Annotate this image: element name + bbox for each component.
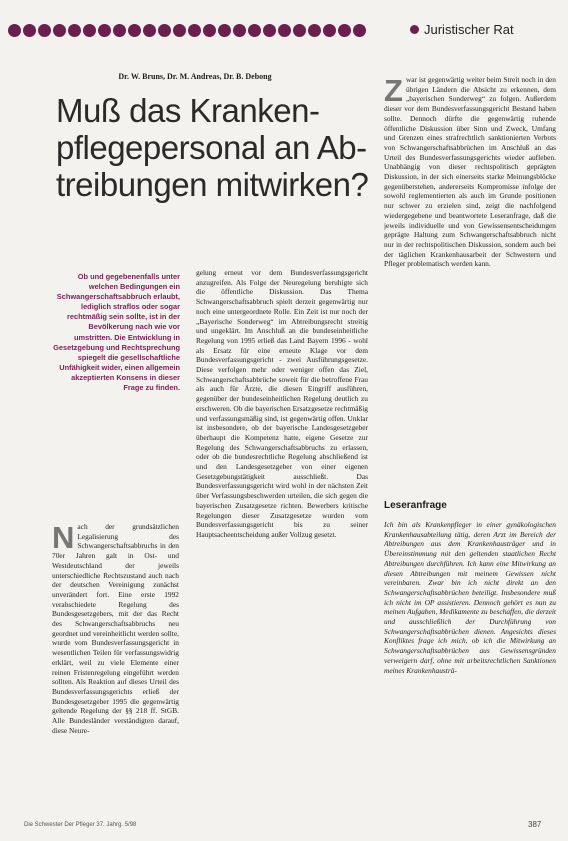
- article-authors: Dr. W. Bruns, Dr. M. Andreas, Dr. B. Debong: [118, 72, 272, 81]
- header-dot: [23, 24, 36, 37]
- header-dot: [263, 24, 276, 37]
- bullet-icon: [410, 25, 419, 34]
- body-column-1: [52, 522, 179, 818]
- header-dot: [248, 24, 261, 37]
- title-line: treibungen mitwirken?: [56, 166, 369, 203]
- column-text: war ist gegenwärtig weiter beim Streit noch in den übrigen Ländern die Absicht zu erkennen, dem „bayerischen Sonderweg“ zu folgen. Außerdem dieser vor dem Bundesverfassungsgericht Bestand haben sollte. Dennoch dürfte die gegenwärtig ruhende öffentliche Diskussion über Sinn und Zweck, Umfang und Grenzen eines strafrechtlich sanktionierten Verbots von Schwangerschaftsabbrüchen im Anschluß an das Urteil des Bundesverfassungsgerichts wieder aufleben. Unabhängig von dieser rechtspolitisch geprägten Diskussion, in der sich einerseits starke Meinungsblöcke gegenüberstehen, andererseits Kompromisse infolge der sowohl reglementierten als auch im Grunde positionen nur schwer zu erzielen sind, zeigt die nachfolgend wiedergegebene und beantwortete Leseranfrage, daß die jeweils individuelle und von Gewissensentscheidungen geprägte Haltung zum Schwangerschaftsabbruch nicht nur in der rechtspolitischen Diskussion, sondern auch bei der täglichen Krankenhausarbeit der Schwestern und Pfleger problematisch werden kann.: [384, 75, 556, 269]
- header-dot: [83, 24, 96, 37]
- header-dot: [143, 24, 156, 37]
- body-column-3: [384, 75, 556, 485]
- header-dot: [53, 24, 66, 37]
- section-label: [410, 22, 514, 37]
- header-dot: [218, 24, 231, 37]
- header-dot: [98, 24, 111, 37]
- page-number: 387: [528, 820, 542, 829]
- title-line: pflegepersonal an Ab-: [56, 129, 367, 166]
- article-title: [56, 92, 376, 203]
- body-column-2: [196, 268, 368, 818]
- drop-cap: N: [52, 522, 75, 555]
- header-dot: [113, 24, 126, 37]
- header-dot: [203, 24, 216, 37]
- drop-cap: Z: [384, 75, 403, 108]
- header-dot: [293, 24, 306, 37]
- title-line: Muß das Kranken-: [56, 92, 320, 129]
- header-dot: [128, 24, 141, 37]
- column-text: gelung erneut vor dem Bundesverfassungsgericht anzugreifen. Als Folge der Neuregelung beruhigte sich die öffentliche Diskussion. Das Thema Schwangerschaftsabbruch spielt derzeit gegenwärtig nur noch eine untergeordnete Rolle. Ein Zeit ist nur noch der „Bayerische Sonderweg“ im Abtreibungsrecht streitig und ungeklärt. Im Anschluß an die bundeseinheitliche Regelung von 1995 erließ das Land Bayern 1996 - wohl als Ersatz für eine erneute Klage vor dem Bundesverfassungsgericht - zwei Ausführungsgesetze. Diese verfolgen mehr oder weniger offen das Ziel, Schwangerschaftsabbrüche soweit für die betroffene Frau als auch für Ärzte, die diesen Eingriff ausführen, gegenüber der bundeseinheitlichen Regelung deutlich zu erschweren. Ob die bayerischen Ersatzgesetze rechtmäßig und verfassungsmäßig sind, ist gegenwärtig offen. Unklar ist insbesondere, ob der bayerische Landesgesetzgeber überhaupt die Kompetenz hatte, eigene Gesetze zur Regelung des Schwangerschaftsabbruchs zu erlassen, oder ob die bundesrechtliche Regelung abschließend ist und den Landesgesetzgeber von einer eigenen Gesetzgebungstätigkeit ausschließt. Das Bundesverfassungsgericht wird wohl in der nächsten Zeit über Verfassungsbeschwerden urteilen, die sich gegen die bayerischen Zusatzgesetze richten. Bewerbers kritische Regelungen dieser Zusatzgesetze wurden vom Bundesverfassungsgericht bis zu seiner Hauptsacheentscheidung außer Vollzug gesetzt.: [196, 268, 368, 539]
- column-text: Ich bin als Krankenpfleger in einer gynäkologischen Krankenhausabteilung tätig, deren Arzt im Bereich der Abtreibungen aus dem Krankenhausträger und in Übereinstimmung mit den geltenden staatlichen Recht Abtreibungen durchführen. Ich kann eine Mitwirkung an diesen Abtreibungen mit meinem Gewissen nicht vereinbaren. Zwar bin ich nicht direkt an den Schwangerschaftsabbrüchen beteiligt. Insbesondere muß ich nicht im OP assistieren. Dennoch gehört es nun zu meinen Aufgaben, Medikamente zu beschaffen, die derzeit und ausschließlich der Durchführung von Schwangerschaftsabbrüchen dienen. Angesichts dieses Konfliktes frage ich mich, ob ich die Mitwirkung an Schwangerschaftsabbrüchen aus Gewissensgründen verweigern darf, ohne mit arbeitsrechtlichen Sanktionen meines Krankenhausträ-: [384, 520, 556, 675]
- header-dot: [353, 24, 366, 37]
- column-text: ach der grundsätzlichen Legalisierung des Schwangerschaftsabbruchs in den 70er Jahren galt in Ost- und Westdeutschland der jeweils unterschiedliche Rechtszustand auch nach der deutschen Vereinigung zunächst unverändert fort. Eine erste 1992 verabschiedete Regelung des Bundesgesetzgebers, mit der das Recht des Schwangerschaftsabbruchs neu geordnet und vereinheitlicht werden sollte, wurde vom Bundesverfassungsgericht in wesentlichen Teilen für verfassungswidrig erklärt, weil zu viele Elemente einer reinen Fristenregelung eingeführt werden sollten. Als Reaktion auf dieses Urteil des Bundesverfassungsgerichts erließ der Bundesgesetzgeber 1995 die gegenwärtig geltende Regelung der §§ 218 ff. StGB. Alle Bundesländer verständigten darauf, diese Neure-: [52, 522, 179, 735]
- header-dot: [233, 24, 246, 37]
- header-dot: [278, 24, 291, 37]
- header-dot: [308, 24, 321, 37]
- header-dot: [338, 24, 351, 37]
- header-dot: [158, 24, 171, 37]
- article-lead: Ob und gegebenenfalls unter welchen Bedingungen ein Schwangerschaftsabbruch erlaubt, lediglich straflos oder sogar rechtmäßig sein sollte, ist in der Bevölkerung nach wie vor umstritten. Die Entwicklung in Gesetzgebung und Rechtsprechung spiegelt die gesellschaftliche Unfähigkeit wider, einen allgemein akzeptierten Konsens in dieser Frage zu finden.: [53, 272, 180, 393]
- header-dot: [323, 24, 336, 37]
- header-dot-band: [8, 24, 400, 38]
- header-dot: [8, 24, 21, 37]
- journal-footer: Die Schwester Der Pfleger 37. Jahrg. 5/98: [24, 822, 137, 828]
- reader-question-heading: Leseranfrage: [384, 500, 447, 511]
- header-dot: [38, 24, 51, 37]
- section-label-text: Juristischer Rat: [424, 22, 514, 37]
- header-dot: [188, 24, 201, 37]
- header-dot: [68, 24, 81, 37]
- header-dot: [173, 24, 186, 37]
- reader-question-text: [384, 520, 556, 818]
